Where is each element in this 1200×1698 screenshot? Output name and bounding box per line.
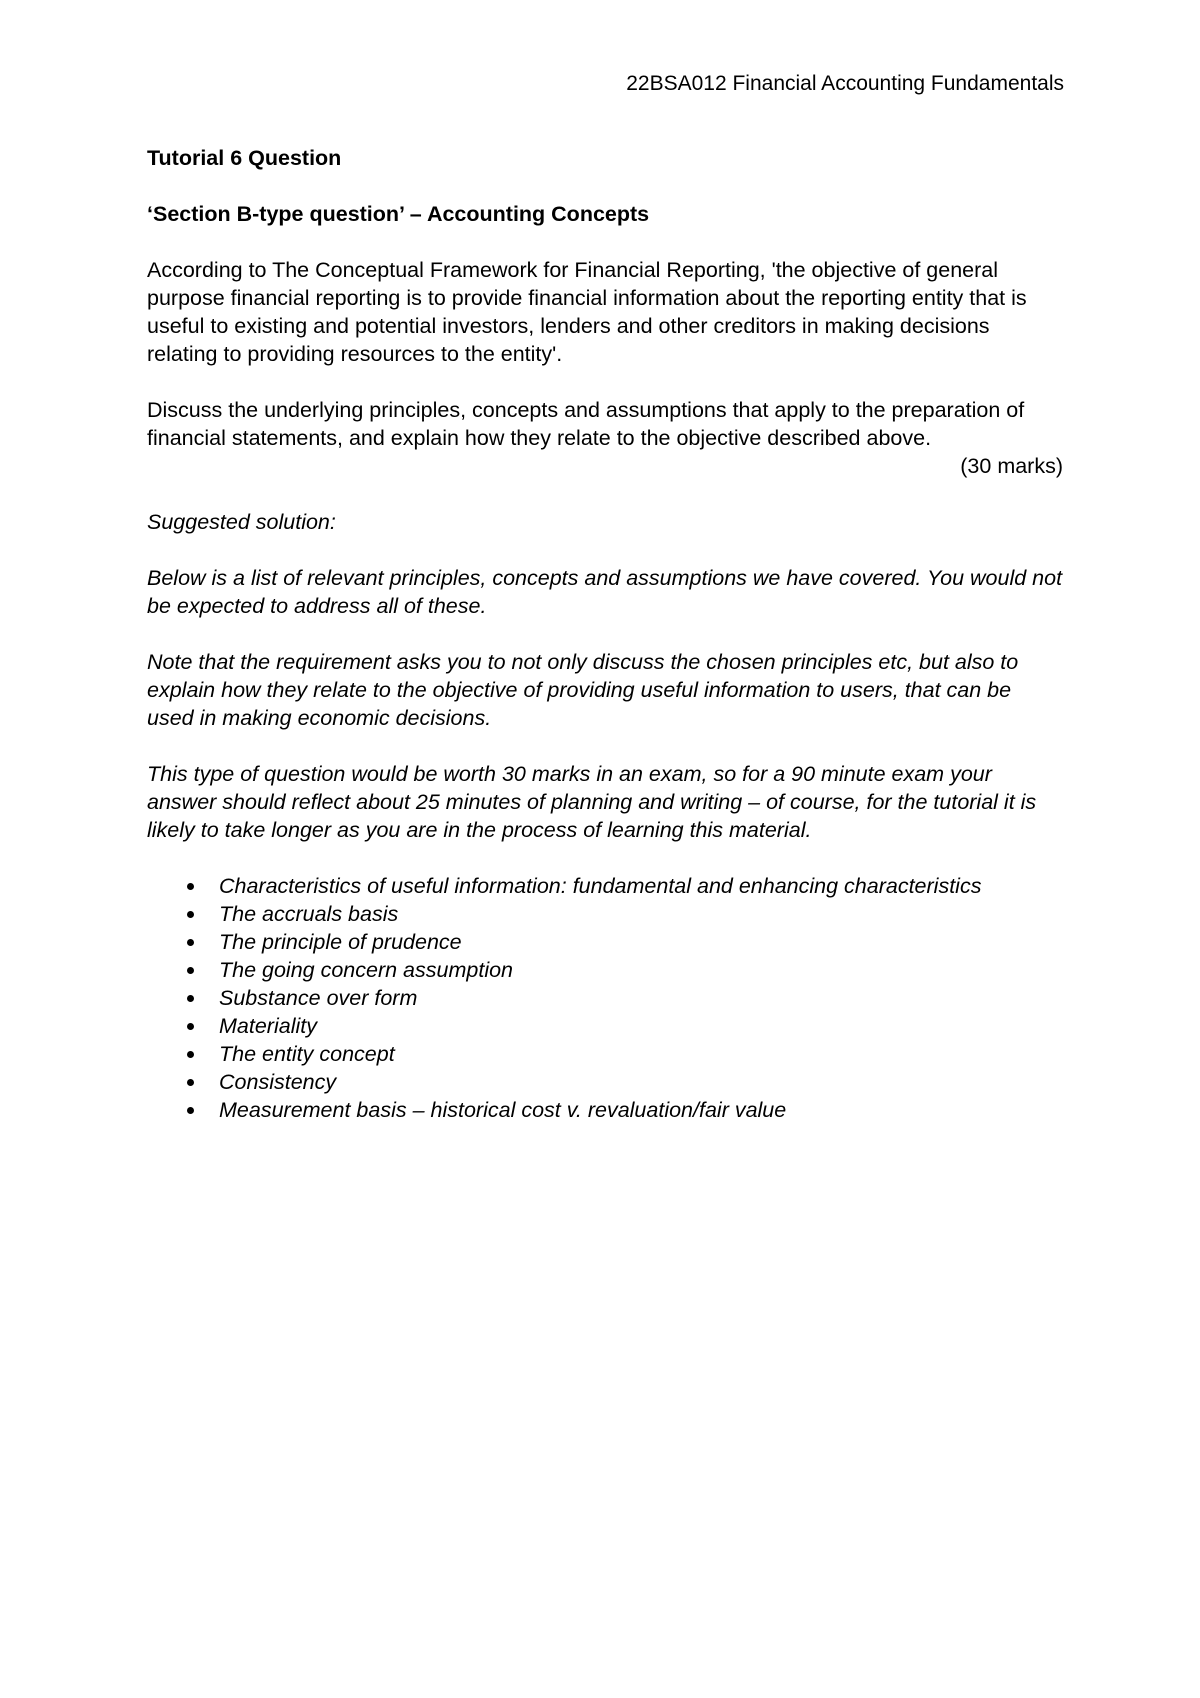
- solution-para-3: This type of question would be worth 30 marks in an exam, so for a 90 minute exam your answer should reflect about 25 minutes of planning and writing – of course, for the tutorial it is likely to take longer as you are in the process of learning this material.: [147, 762, 1037, 842]
- solution-label: Suggested solution:: [147, 510, 336, 534]
- list-item-text: Characteristics of useful information: fundamental and enhancing characteristics: [219, 874, 982, 898]
- list-item: [147, 900, 1063, 928]
- question-marks: (30 marks): [960, 454, 1063, 478]
- bullet-icon: [187, 1107, 194, 1114]
- list-item: [147, 928, 1063, 956]
- list-item-text: The entity concept: [219, 1042, 395, 1066]
- question-intro: According to The Conceptual Framework for Financial Reporting, 'the objective of general purpose financial reporting is to provide financial information about the reporting entity that is useful to existing and potential investors, lenders and other creditors in making decisions relating to providing resources to the entity'.: [147, 258, 1027, 366]
- list-item: [147, 872, 1063, 900]
- bullet-icon: [187, 939, 194, 946]
- list-item-text: The going concern assumption: [219, 958, 514, 982]
- running-header: 22BSA012 Financial Accounting Fundamentals: [626, 72, 1064, 95]
- list-item: [147, 984, 1063, 1012]
- solution-bullet-list: [147, 872, 1063, 1124]
- bullet-icon: [187, 1023, 194, 1030]
- list-item: [147, 1040, 1063, 1068]
- bullet-icon: [187, 995, 194, 1002]
- list-item: [147, 956, 1063, 984]
- bullet-icon: [187, 1079, 194, 1086]
- list-item: [147, 1012, 1063, 1040]
- solution-para-1: Below is a list of relevant principles, concepts and assumptions we have covered. You would not be expected to address all of these.: [147, 566, 1063, 618]
- bullet-icon: [187, 967, 194, 974]
- list-item-text: Consistency: [219, 1070, 337, 1094]
- list-item-text: Measurement basis – historical cost v. revaluation/fair value: [219, 1098, 787, 1122]
- list-item-text: The accruals basis: [219, 902, 399, 926]
- question-task: Discuss the underlying principles, concepts and assumptions that apply to the preparation of financial statements, and explain how they relate to the objective described above.: [147, 398, 1025, 450]
- list-item: [147, 1096, 1063, 1124]
- bullet-icon: [187, 911, 194, 918]
- question-subtitle: ‘Section B-type question’ – Accounting Concepts: [147, 202, 650, 226]
- solution-para-2: Note that the requirement asks you to not only discuss the chosen principles etc, but also to explain how they relate to the objective of providing useful information to users, that can be used in making economic decisions.: [147, 650, 1019, 730]
- list-item-text: Materiality: [219, 1014, 317, 1038]
- document-body: [147, 144, 1063, 1124]
- list-item-text: The principle of prudence: [219, 930, 462, 954]
- question-title: Tutorial 6 Question: [147, 146, 342, 170]
- bullet-icon: [187, 883, 194, 890]
- list-item-text: Substance over form: [219, 986, 418, 1010]
- bullet-icon: [187, 1051, 194, 1058]
- list-item: [147, 1068, 1063, 1096]
